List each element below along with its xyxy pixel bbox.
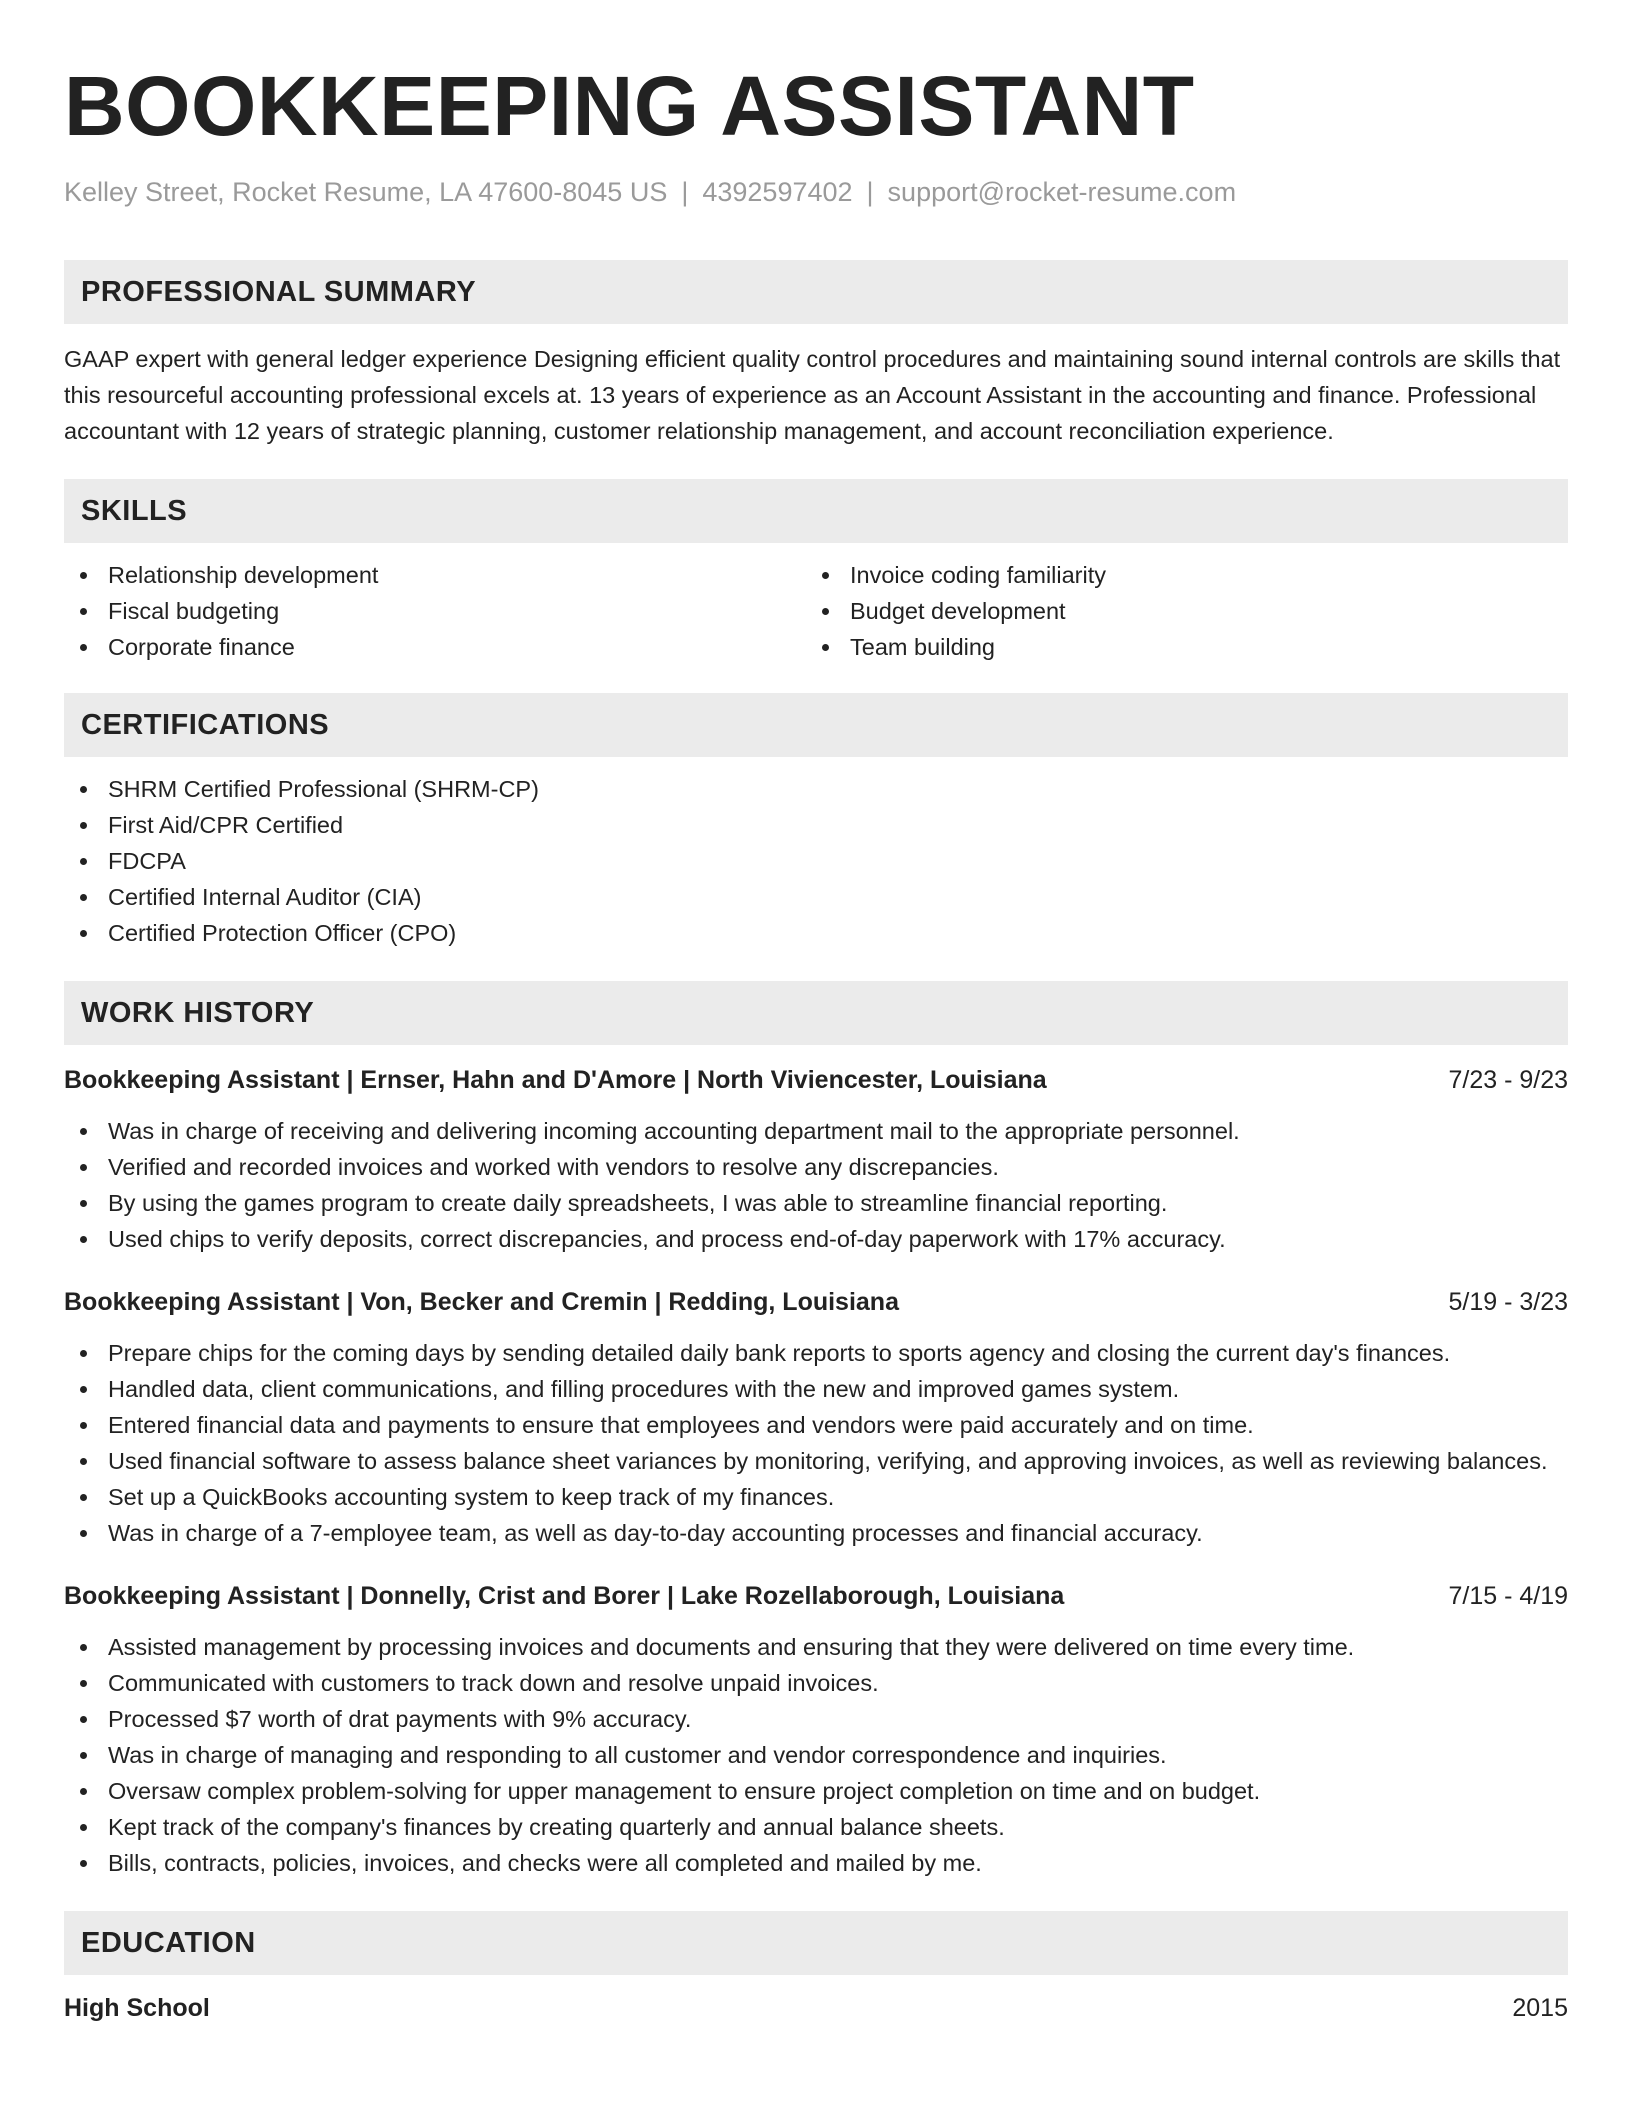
skills-right-list xyxy=(806,557,1548,665)
job-bullet: Communicated with customers to track down and resolve unpaid invoices. xyxy=(64,1665,1568,1701)
job-bullet: Was in charge of receiving and delivering incoming accounting department mail to the appropriate personnel. xyxy=(64,1113,1568,1149)
contact-address: Kelley Street, Rocket Resume, LA 47600-8045 US xyxy=(64,177,668,207)
job-bullet: Oversaw complex problem-solving for upper management to ensure project completion on time and on budget. xyxy=(64,1773,1568,1809)
job-bullet: Prepare chips for the coming days by sending detailed daily bank reports to sports agency and closing the current day's finances. xyxy=(64,1335,1568,1371)
education-entry xyxy=(64,1991,1568,2025)
certification-item: FDCPA xyxy=(64,843,1568,879)
job-dates: 7/23 - 9/23 xyxy=(1448,1066,1568,1094)
job-bullet: Entered financial data and payments to ensure that employees and vendors were paid accurately and on time. xyxy=(64,1407,1568,1443)
contact-phone: 4392597402 xyxy=(702,177,853,207)
job-entry xyxy=(64,1579,1568,1881)
contact-email: support@rocket-resume.com xyxy=(887,177,1237,207)
job-bullet: Set up a QuickBooks accounting system to keep track of my finances. xyxy=(64,1479,1568,1515)
job-bullet: Bills, contracts, policies, invoices, and checks were all completed and mailed by me. xyxy=(64,1845,1568,1881)
certification-item: First Aid/CPR Certified xyxy=(64,807,1568,843)
job-heading-row xyxy=(64,1579,1568,1613)
summary-text: GAAP expert with general ledger experience Designing efficient quality control procedures and maintaining sound internal controls are skills that this resourceful accounting professional excels at. 13 years of experience as an Account Assistant in the accounting and finance. Professional accountant with 12 years of strategic planning, customer relationship management, and account reconciliation experience. xyxy=(64,346,1561,444)
section-header-education: EDUCATION xyxy=(64,1911,1568,1975)
section-header-certifications: CERTIFICATIONS xyxy=(64,693,1568,757)
job-entry xyxy=(64,1063,1568,1257)
skill-item: Invoice coding familiarity xyxy=(806,557,1548,593)
job-bullets xyxy=(64,1113,1568,1257)
contact-separator: | xyxy=(866,177,874,207)
certification-item: Certified Internal Auditor (CIA) xyxy=(64,879,1568,915)
job-entry xyxy=(64,1285,1568,1551)
job-bullets xyxy=(64,1629,1568,1881)
skill-item: Relationship development xyxy=(64,557,806,593)
skill-item: Budget development xyxy=(806,593,1548,629)
education-year: 2015 xyxy=(1512,1994,1568,2022)
education-school: High School xyxy=(64,1994,210,2022)
job-bullet: Used chips to verify deposits, correct discrepancies, and process end-of-day paperwork with 17% accuracy. xyxy=(64,1221,1568,1257)
skill-item: Team building xyxy=(806,629,1548,665)
skills-left-list xyxy=(64,557,806,665)
skill-item: Corporate finance xyxy=(64,629,806,665)
job-bullet: Was in charge of managing and responding to all customer and vendor correspondence and inquiries. xyxy=(64,1737,1568,1773)
certification-item: Certified Protection Officer (CPO) xyxy=(64,915,1568,951)
job-bullet: Assisted management by processing invoices and documents and ensuring that they were delivered on time every time. xyxy=(64,1629,1568,1665)
certification-item: SHRM Certified Professional (SHRM-CP) xyxy=(64,771,1568,807)
job-dates: 7/15 - 4/19 xyxy=(1448,1582,1568,1610)
job-bullet: Used financial software to assess balance sheet variances by monitoring, verifying, and approving invoices, as well as reviewing balances. xyxy=(64,1443,1568,1479)
job-bullet: Handled data, client communications, and filling procedures with the new and improved games system. xyxy=(64,1371,1568,1407)
job-heading-row xyxy=(64,1285,1568,1319)
resume-name: BOOKKEEPING ASSISTANT xyxy=(64,59,1195,153)
job-bullet: Processed $7 worth of drat payments with 9% accuracy. xyxy=(64,1701,1568,1737)
section-header-skills: SKILLS xyxy=(64,479,1568,543)
job-dates: 5/19 - 3/23 xyxy=(1448,1288,1568,1316)
job-title: Bookkeeping Assistant | Von, Becker and Cremin | Redding, Louisiana xyxy=(64,1288,899,1316)
job-bullets xyxy=(64,1335,1568,1551)
skill-item: Fiscal budgeting xyxy=(64,593,806,629)
job-title: Bookkeeping Assistant | Ernser, Hahn and D'Amore | North Viviencester, Louisiana xyxy=(64,1066,1047,1094)
contact-separator: | xyxy=(681,177,689,207)
job-title: Bookkeeping Assistant | Donnelly, Crist and Borer | Lake Rozellaborough, Louisiana xyxy=(64,1582,1065,1610)
job-bullet: Kept track of the company's finances by creating quarterly and annual balance sheets. xyxy=(64,1809,1568,1845)
section-header-work-history: WORK HISTORY xyxy=(64,981,1568,1045)
certifications-list xyxy=(64,771,1568,951)
contact-line xyxy=(64,176,1568,208)
skills-grid xyxy=(64,557,1568,665)
job-bullet: Verified and recorded invoices and worked with vendors to resolve any discrepancies. xyxy=(64,1149,1568,1185)
job-bullet: By using the games program to create daily spreadsheets, I was able to streamline financial reporting. xyxy=(64,1185,1568,1221)
job-bullet: Was in charge of a 7-employee team, as well as day-to-day accounting processes and financial accuracy. xyxy=(64,1515,1568,1551)
job-heading-row xyxy=(64,1063,1568,1097)
section-header-summary: PROFESSIONAL SUMMARY xyxy=(64,260,1568,324)
